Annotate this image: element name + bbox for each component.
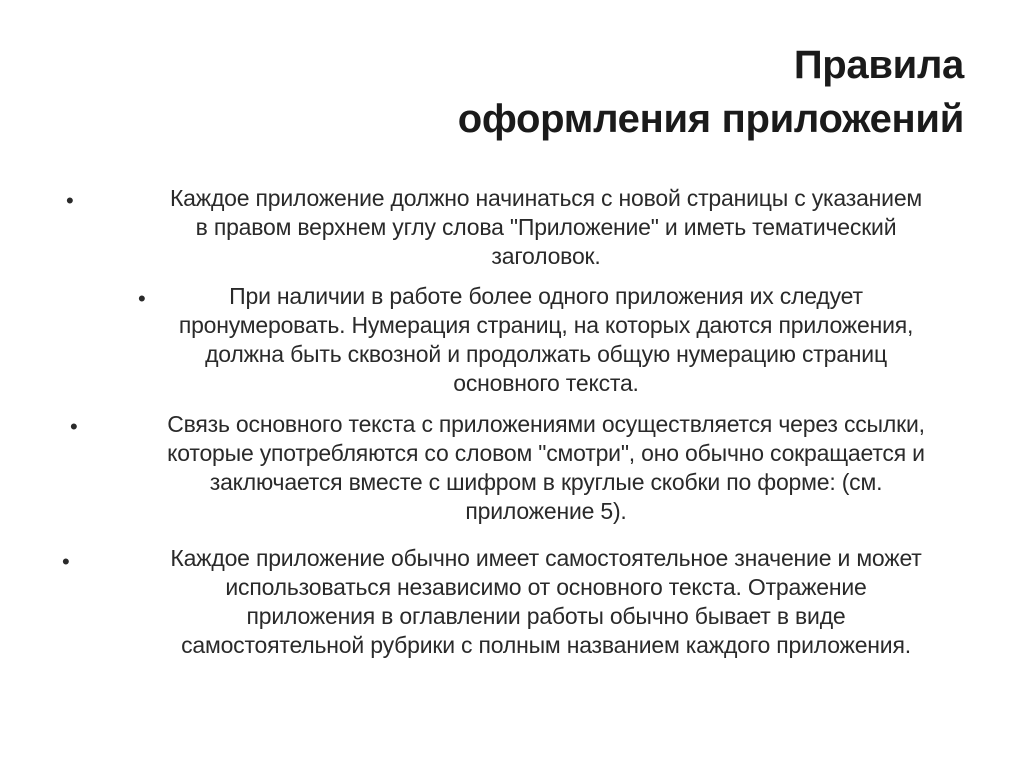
slide-title-line-1: Правила bbox=[793, 43, 964, 87]
bullet-item-1 bbox=[96, 184, 996, 271]
bullet-4-line-1: Каждое приложение обычно имеет самостоятельное значение и может bbox=[170, 545, 922, 571]
slide-title bbox=[324, 38, 964, 146]
bullet-2-line-2: пронумеровать. Нумерация страниц, на которых даются приложения, bbox=[178, 312, 914, 338]
bullet-2-line-1: При наличии в работе более одного приложения их следует bbox=[229, 283, 863, 309]
bullet-3-line-2: которые употребляются со словом "смотри", оно обычно сокращается и bbox=[167, 440, 925, 466]
bullet-3-line-4: приложение 5). bbox=[465, 498, 627, 524]
bullet-4-line-2: использоваться независимо от основного текста. Отражение bbox=[225, 574, 867, 600]
bullet-dot-2: • bbox=[138, 286, 146, 311]
bullet-dot-4: • bbox=[62, 549, 70, 574]
bullet-item-4 bbox=[96, 544, 996, 660]
bullet-item-2 bbox=[96, 282, 996, 398]
bullet-1-line-3: заголовок. bbox=[491, 243, 601, 269]
bullet-3-line-1: Связь основного текста с приложениями осуществляется через ссылки, bbox=[167, 411, 925, 437]
bullet-2-line-3: должна быть сквозной и продолжать общую нумерацию страниц bbox=[205, 341, 887, 367]
bullet-1-line-2: в правом верхнем углу слова "Приложение" и иметь тематический bbox=[195, 214, 897, 240]
bullet-4-line-4: самостоятельной рубрики с полным названием каждого приложения. bbox=[181, 632, 911, 658]
bullet-item-3 bbox=[96, 410, 996, 526]
bullet-4-line-3: приложения в оглавлении работы обычно бывает в виде bbox=[246, 603, 846, 629]
bullet-dot-1: • bbox=[66, 188, 74, 213]
bullet-2-line-4: основного текста. bbox=[453, 370, 639, 396]
bullet-3-line-3: заключается вместе с шифром в круглые скобки по форме: (см. bbox=[209, 469, 883, 495]
slide-title-line-2: оформления приложений bbox=[457, 97, 964, 141]
bullet-1-line-1: Каждое приложение должно начинаться с новой страницы с указанием bbox=[169, 185, 923, 211]
bullet-dot-3: • bbox=[70, 414, 78, 439]
